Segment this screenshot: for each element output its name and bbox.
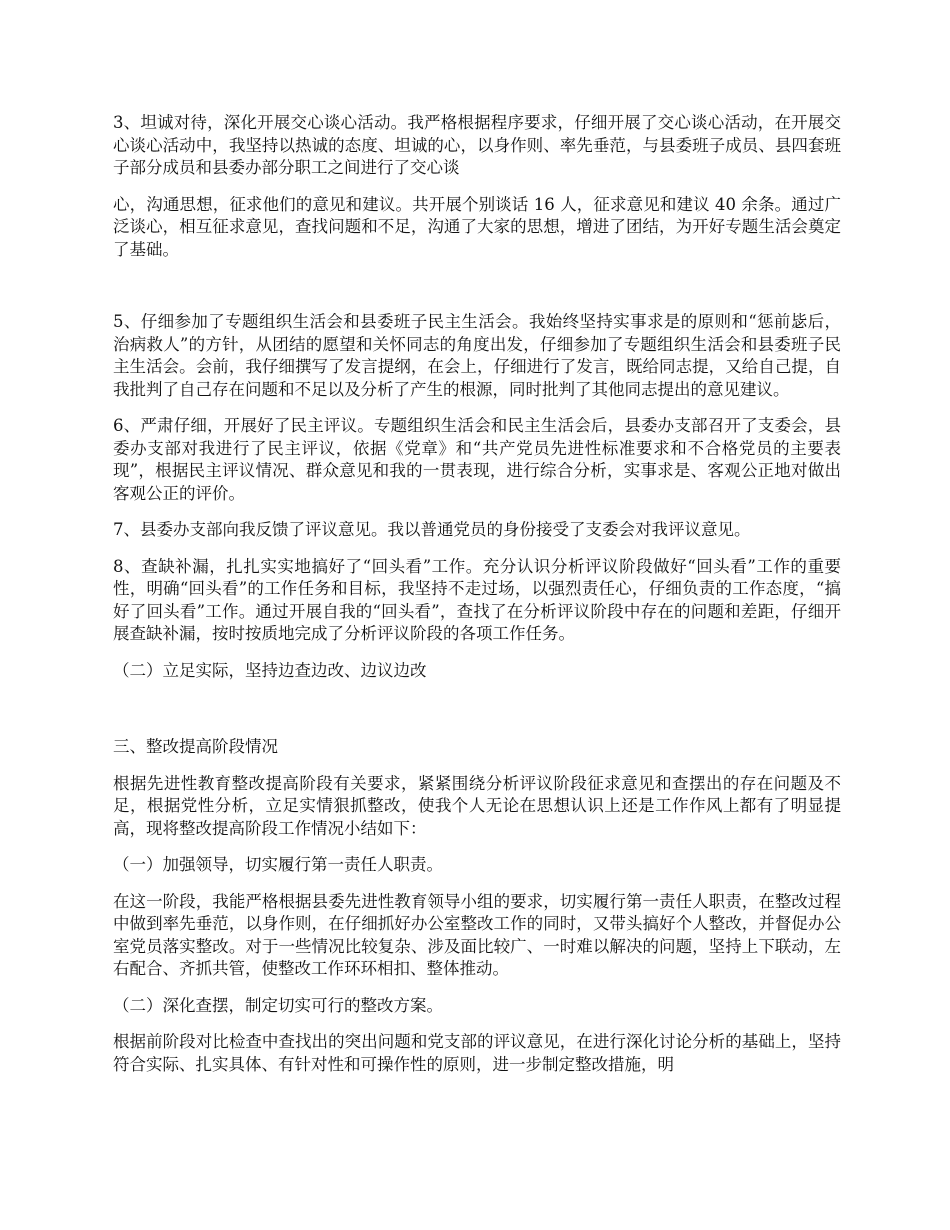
paragraph-3-continued: 心，沟通思想，征求他们的意见和建议。共开展个别谈话 16 人，征求意见和建议 40 余条。通过广泛谈心，相互征求意见，查找问题和不足，沟通了大家的思想，增进了团结，为开好专题生活会奠定了基础。 (113, 194, 841, 259)
paragraph-3: 3、坦诚对待，深化开展交心谈心活动。我严格根据程序要求，仔细开展了交心谈心活动，在开展交心谈心活动中，我坚持以热诚的态度、坦诚的心，以身作则、率先垂范，与县委班子成员、县四套班子部分成员和县委办部分职工之间进行了交心谈 (113, 113, 841, 177)
paragraph-6: 6、严肃仔细，开展好了民主评议。专题组织生活会和民主生活会后，县委办支部召开了支委会，县委办支部对我进行了民主评议，依据《党章》和“共产党员先进性标准要求和不合格党员的主要表现”，根据民主评议情况、群众意见和我的一贯表现，进行综合分析，实事求是、客观公正地对做出客观公正的评价。 (113, 416, 841, 503)
subheading-2b: （二）深化查摆，制定切实可行的整改方案。 (113, 995, 443, 1015)
section-gap (113, 696, 841, 736)
paragraph-5: 5、仔细参加了专题组织生活会和县委班子民主生活会。我始终坚持实事求是的原则和“惩前毖后，治病救人”的方针，从团结的愿望和关怀同志的角度出发，仔细参加了专题组织生活会和县委班子民主生活会。会前，我仔细撰写了发言提纲，在会上，仔细进行了发言，既给同志提，又给自己提，自我批判了自己存在问题和不足以及分析了产生的根源，同时批判了其他同志提出的意见建议。 (113, 312, 841, 399)
paragraph-leadership: 在这一阶段，我能严格根据县委先进性教育领导小组的要求，切实履行第一责任人职责，在整改过程中做到率先垂范，以身作则，在仔细抓好办公室整改工作的同时，又带头搞好个人整改，并督促办公室党员落实整改。对于一些情况比较复杂、涉及面比较广、一时难以解决的问题，坚持上下联动，左右配合、齐抓共管，使整改工作环环相扣、整体推动。 (113, 891, 841, 978)
subheading-1: （一）加强领导，切实履行第一责任人职责。 (113, 855, 443, 874)
document-page (113, 112, 841, 1090)
paragraph-gap (113, 275, 841, 311)
section-heading-3: 三、整改提高阶段情况 (113, 737, 278, 756)
paragraph-8: 8、查缺补漏，扎扎实实地搞好了“回头看”工作。充分认识分析评议阶段做好“回头看”工作的重要性，明确“回头看”的工作任务和目标，我坚持不走过场，以强烈责任心，仔细负责的工作态度，“搞好了回头看”工作。通过开展自我的“回头看”，查找了在分析评议阶段中存在的问题和差距，仔细开展查缺补漏，按时按质地完成了分析评议阶段的各项工作任务。 (113, 556, 841, 643)
paragraph-7: 7、县委办支部向我反馈了评议意见。我以普通党员的身份接受了支委会对我评议意见。 (113, 520, 751, 539)
paragraph-rectification: 根据前阶段对比检查中查找出的突出问题和党支部的评议意见，在进行深化讨论分析的基础上，坚持符合实际、扎实具体、有针对性和可操作性的原则，进一步制定整改措施，明 (113, 1032, 841, 1074)
subheading-2: （二）立足实际，坚持边查边改、边议边改 (113, 660, 427, 680)
section-intro: 根据先进性教育整改提高阶段有关要求，紧紧围绕分析评议阶段征求意见和查摆出的存在问题及不足，根据党性分析，立足实情狠抓整改，使我个人无论在思想认识上还是工作作风上都有了明显提高，现将整改提高阶段工作情况小结如下： (113, 773, 841, 838)
